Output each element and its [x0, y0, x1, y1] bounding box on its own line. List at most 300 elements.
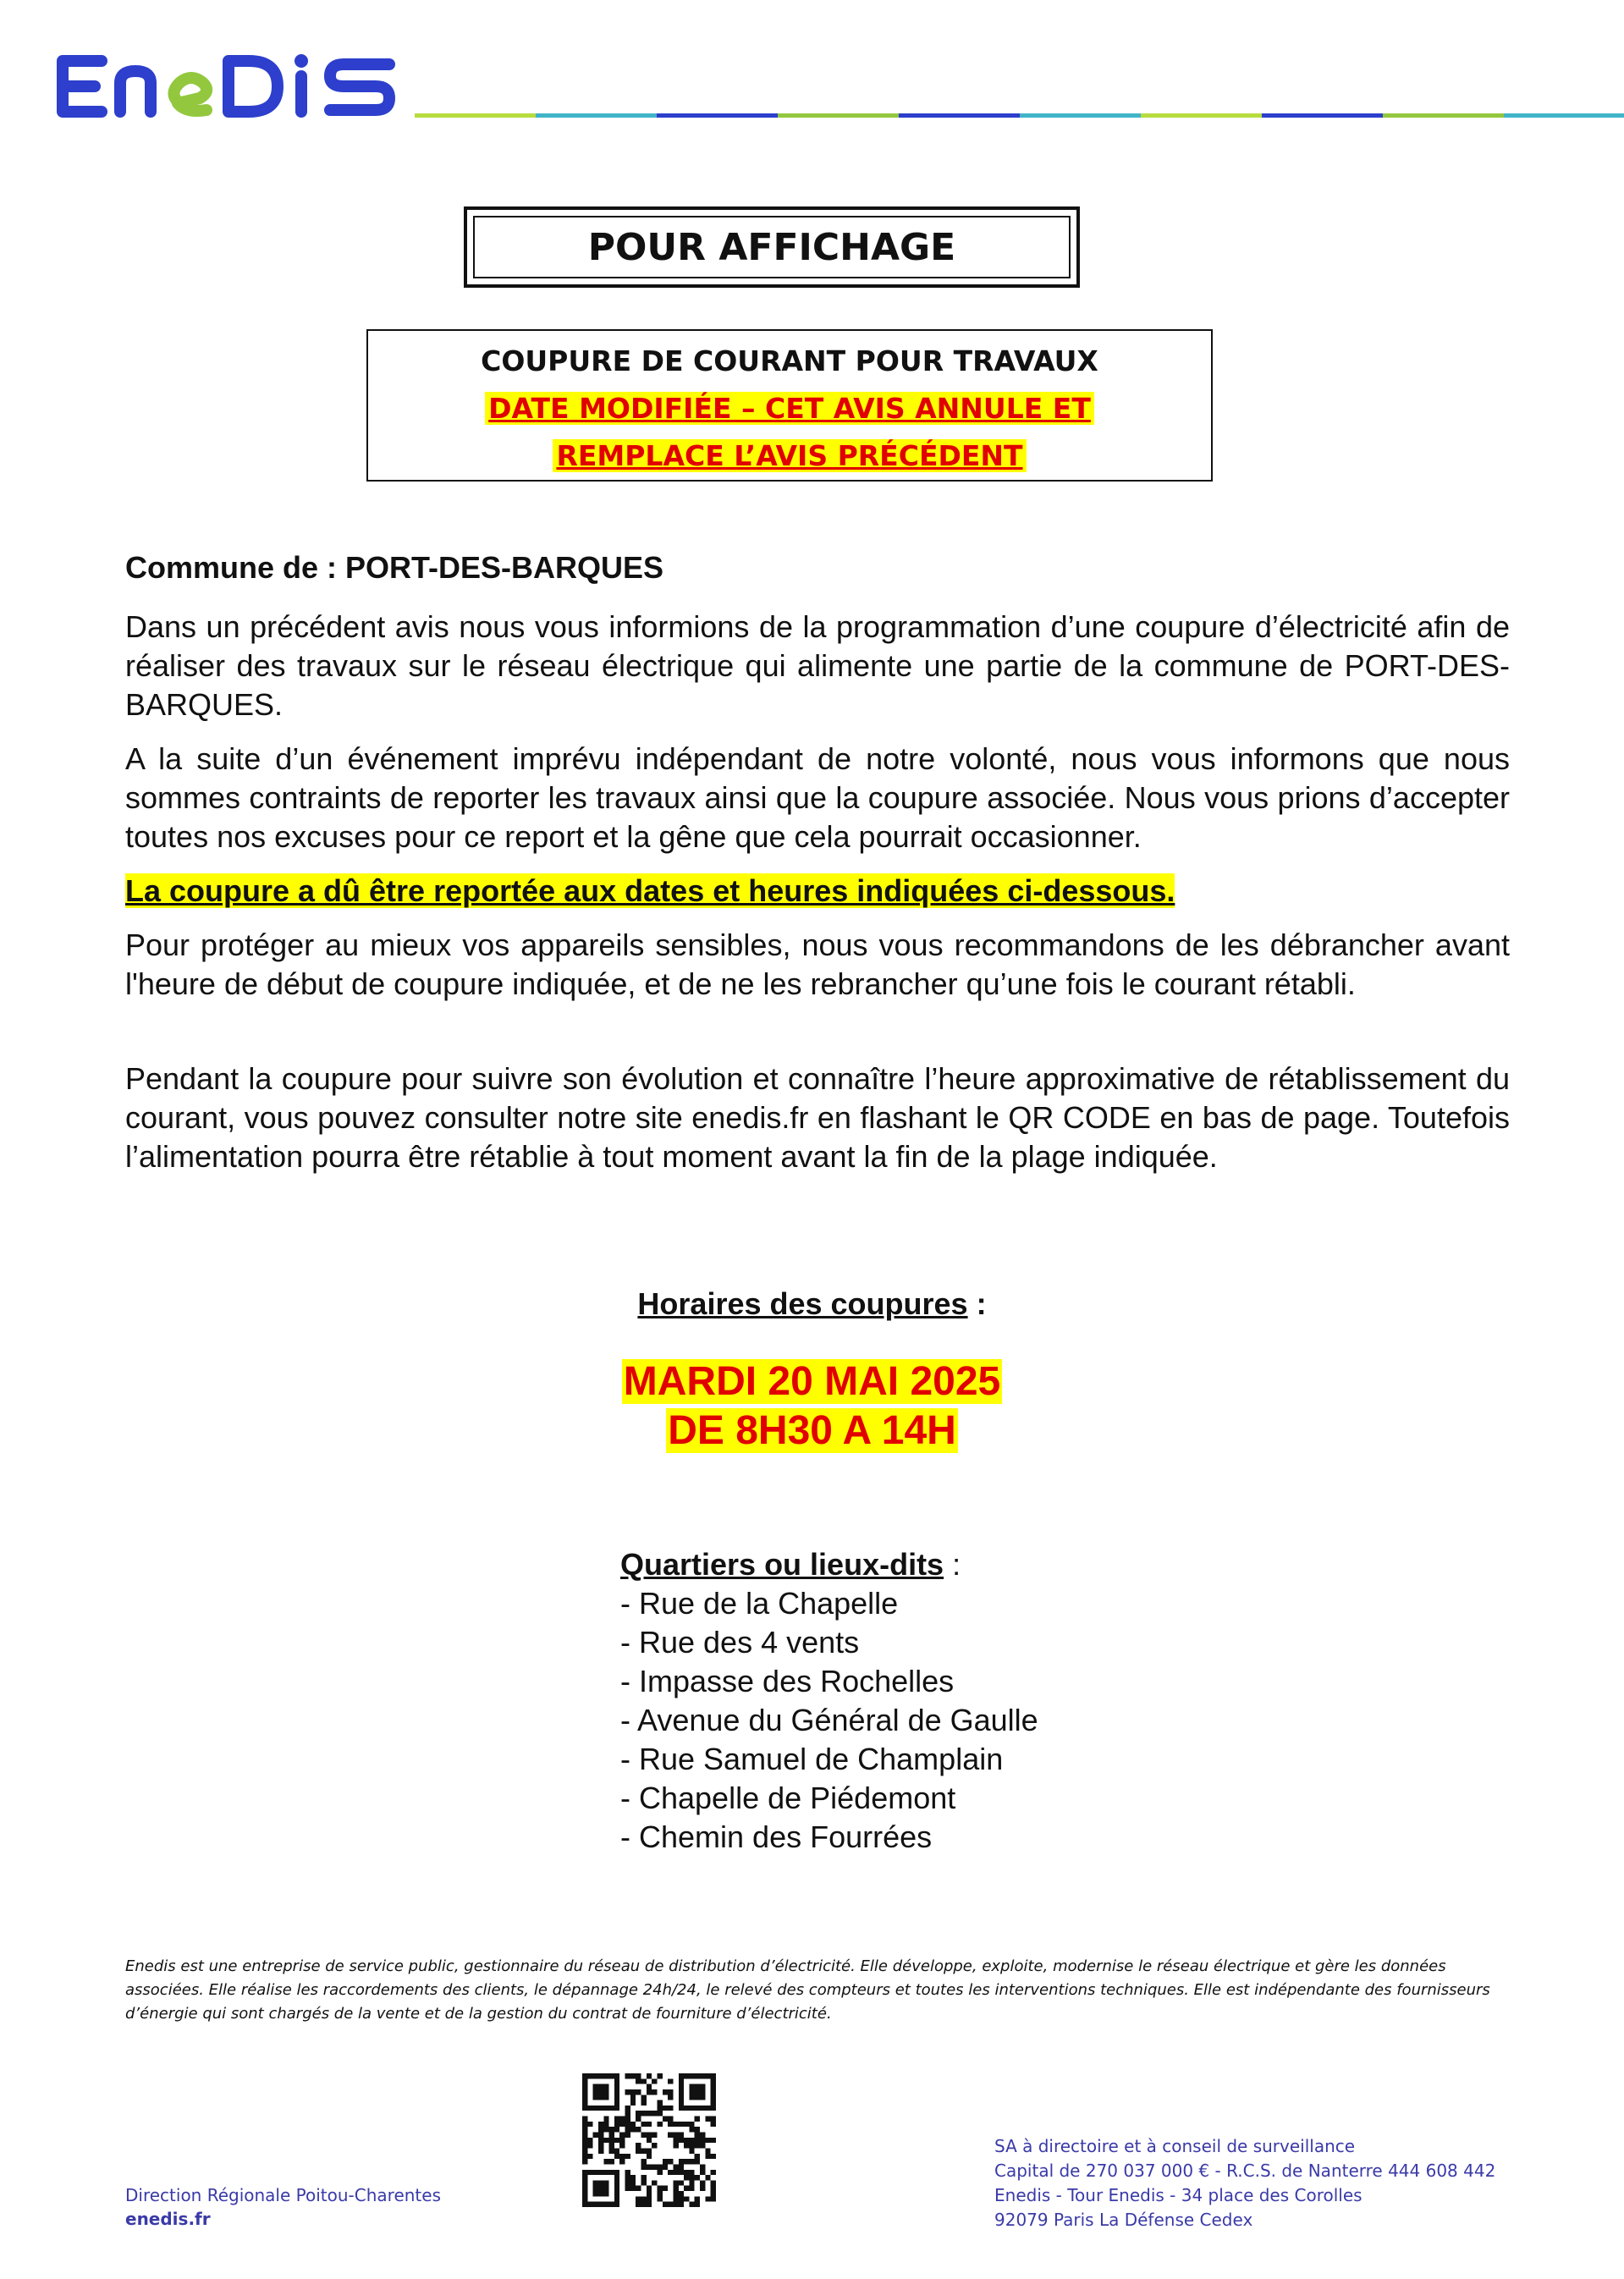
qr-module [614, 2117, 619, 2122]
commune-heading: Commune de : PORT-DES-BARQUES [125, 550, 664, 585]
qr-module [679, 2084, 684, 2089]
qr-module [689, 2138, 694, 2143]
qr-module [625, 2186, 630, 2191]
qr-module [711, 2095, 716, 2100]
qr-module [603, 2138, 608, 2143]
qr-module [636, 2073, 641, 2078]
qr-module [668, 2106, 673, 2111]
direction-name: Direction Régionale Poitou-Charentes [125, 2185, 441, 2205]
qr-module [582, 2133, 587, 2138]
qr-module [679, 2106, 684, 2111]
qr-module [668, 2117, 673, 2122]
qr-module [603, 2073, 608, 2078]
footer-direction [125, 2183, 441, 2231]
qr-module [582, 2196, 587, 2201]
qr-module [679, 2170, 684, 2175]
qr-module [647, 2191, 652, 2196]
qr-module [636, 2202, 641, 2207]
qr-module [603, 2084, 608, 2089]
qr-module [679, 2159, 684, 2164]
qr-module [689, 2073, 694, 2078]
qr-module [582, 2138, 587, 2143]
qr-module [593, 2186, 598, 2191]
qr-module [641, 2095, 647, 2100]
qr-module [593, 2170, 598, 2175]
paragraph-previous-notice: Dans un précédent avis nous vous informions de la programmation d’une coupure d’électricité afin de réaliser des travaux sur le réseau électrique qui alimente une partie de la commune de PORT-DES-BARQUES. [125, 609, 1510, 722]
qr-module [593, 2202, 598, 2207]
qr-module [647, 2186, 652, 2191]
qr-module [711, 2186, 716, 2191]
qr-module [695, 2202, 700, 2207]
qr-module [679, 2095, 684, 2100]
pour-affichage-title: POUR AFFICHAGE [473, 216, 1071, 278]
highlight-postponed-text: La coupure a dû être reportée aux dates et heures indiquées ci-dessous. [125, 873, 1175, 908]
qr-module [705, 2196, 710, 2201]
qr-module [647, 2164, 652, 2169]
qr-module [614, 2202, 619, 2207]
qr-module [657, 2122, 662, 2127]
qr-module [614, 2106, 619, 2111]
notice-warning-line1: DATE MODIFIÉE – CET AVIS ANNULE ET [485, 392, 1094, 425]
qr-module [679, 2138, 684, 2143]
qr-module [705, 2154, 710, 2159]
qr-module [609, 2127, 614, 2132]
horaires-colon: : [967, 1286, 987, 1321]
qr-module [630, 2175, 636, 2180]
qr-module [614, 2180, 619, 2185]
qr-module [636, 2143, 641, 2148]
company-line: SA à directoire et à conseil de surveillance [994, 2136, 1356, 2156]
qr-module [647, 2122, 652, 2127]
paragraph-protect-devices: Pour protéger au mieux vos appareils sensibles, nous vous recommandons de les débrancher avant l'heure de début de coupure indiquée, et de ne les rebrancher qu’une fois le courant rétabli. [125, 928, 1510, 1001]
qr-module [614, 2170, 619, 2175]
qr-module [587, 2138, 592, 2143]
qr-module [679, 2073, 684, 2078]
qr-module [582, 2100, 587, 2106]
qr-module [636, 2111, 641, 2116]
qr-module [582, 2122, 587, 2127]
qr-module [625, 2089, 630, 2095]
qr-module [657, 2196, 662, 2201]
qr-module [695, 2095, 700, 2100]
qr-module [684, 2186, 689, 2191]
qr-module [636, 2078, 641, 2084]
qr-module [625, 2154, 630, 2159]
qr-module [614, 2089, 619, 2095]
qr-module [700, 2133, 705, 2138]
qr-module [619, 2122, 625, 2127]
qr-module [636, 2196, 641, 2201]
qr-module [684, 2106, 689, 2111]
outage-date-block [0, 1357, 1624, 1456]
qr-module [668, 2202, 673, 2207]
qr-module [668, 2159, 673, 2164]
qr-module [663, 2186, 668, 2191]
qr-module [598, 2138, 603, 2143]
qr-module [700, 2095, 705, 2100]
qr-module [679, 2164, 684, 2169]
qr-module [689, 2159, 694, 2164]
notice-warning-line2: REMPLACE L’AVIS PRÉCÉDENT [553, 439, 1026, 472]
qr-module [598, 2073, 603, 2078]
qr-module [695, 2073, 700, 2078]
qr-module [673, 2133, 678, 2138]
qr-module [609, 2073, 614, 2078]
qr-module [657, 2170, 662, 2175]
qr-module [657, 2164, 662, 2169]
list-item: - Avenue du Général de Gaulle [620, 1703, 1038, 1737]
qr-module [684, 2159, 689, 2164]
qr-module [684, 2073, 689, 2078]
qr-module [652, 2111, 657, 2116]
list-item: - Impasse des Rochelles [620, 1664, 955, 1698]
qr-module [695, 2143, 700, 2148]
qr-module [684, 2143, 689, 2148]
qr-module [689, 2127, 694, 2132]
qr-module [603, 2122, 608, 2127]
qr-module [609, 2202, 614, 2207]
qr-module [711, 2084, 716, 2089]
qr-module [587, 2170, 592, 2175]
qr-module [711, 2154, 716, 2159]
qr-module [641, 2196, 647, 2201]
qr-module [684, 2138, 689, 2143]
qr-module [630, 2180, 636, 2185]
qr-module [609, 2148, 614, 2153]
qr-module [582, 2106, 587, 2111]
notice-box [366, 329, 1213, 482]
qr-module [700, 2106, 705, 2111]
qr-module [609, 2143, 614, 2148]
qr-module [695, 2106, 700, 2111]
quartiers-colon: : [944, 1547, 961, 1582]
qr-module [603, 2170, 608, 2175]
qr-module [679, 2089, 684, 2095]
qr-module [689, 2202, 694, 2207]
outage-date: MARDI 20 MAI 2025 [623, 1359, 1001, 1404]
qr-module [603, 2117, 608, 2122]
qr-module [689, 2180, 694, 2185]
qr-module [614, 2186, 619, 2191]
qr-module [668, 2122, 673, 2127]
qr-module [593, 2106, 598, 2111]
qr-module [695, 2133, 700, 2138]
qr-module [636, 2127, 641, 2132]
qr-module [593, 2133, 598, 2138]
qr-module [679, 2180, 684, 2185]
qr-module [630, 2100, 636, 2106]
qr-module [700, 2180, 705, 2185]
qr-module [598, 2170, 603, 2175]
qr-module [679, 2133, 684, 2138]
qr-module [652, 2164, 657, 2169]
qr-code[interactable] [582, 2073, 716, 2207]
company-line: Capital de 270 037 000 € - R.C.S. de Nanterre 444 608 442 [994, 2161, 1496, 2181]
qr-module [587, 2154, 592, 2159]
qr-module [695, 2117, 700, 2122]
qr-module [609, 2159, 614, 2164]
qr-module [625, 2170, 630, 2175]
qr-module [587, 2106, 592, 2111]
qr-module [641, 2164, 647, 2169]
qr-module [695, 2089, 700, 2095]
qr-module [598, 2202, 603, 2207]
qr-module [689, 2089, 694, 2095]
qr-module [705, 2138, 710, 2143]
qr-module [689, 2148, 694, 2153]
qr-module [673, 2202, 678, 2207]
qr-module [630, 2186, 636, 2191]
qr-module [700, 2089, 705, 2095]
qr-module [603, 2186, 608, 2191]
qr-module [657, 2186, 662, 2191]
qr-module [641, 2122, 647, 2127]
qr-module [636, 2117, 641, 2122]
qr-module [663, 2117, 668, 2122]
qr-module [641, 2100, 647, 2106]
qr-module [598, 2127, 603, 2132]
qr-module [641, 2159, 647, 2164]
qr-module [700, 2073, 705, 2078]
qr-module [603, 2180, 608, 2185]
list-item: - Chapelle de Piédemont [620, 1781, 956, 1815]
qr-module [641, 2180, 647, 2185]
qr-module [609, 2106, 614, 2111]
qr-module [593, 2191, 598, 2196]
qr-module [582, 2127, 587, 2132]
qr-module [614, 2095, 619, 2100]
qr-module [603, 2095, 608, 2100]
horaires-heading [0, 1286, 1624, 1322]
header-divider [415, 113, 1624, 118]
qr-module [695, 2138, 700, 2143]
qr-module [689, 2106, 694, 2111]
qr-module [598, 2095, 603, 2100]
qr-module [614, 2191, 619, 2196]
qr-module [663, 2159, 668, 2164]
qr-module [689, 2122, 694, 2127]
qr-module [598, 2106, 603, 2111]
list-item: - Rue des 4 vents [620, 1625, 860, 1660]
qr-module [711, 2073, 716, 2078]
qr-module [673, 2143, 678, 2148]
qr-module [711, 2196, 716, 2201]
quartiers-title: Quartiers ou lieux-dits [620, 1547, 944, 1582]
qr-module [614, 2100, 619, 2106]
qr-module [647, 2148, 652, 2153]
qr-module [593, 2084, 598, 2089]
qr-module [652, 2078, 657, 2084]
qr-module [711, 2180, 716, 2185]
qr-module [657, 2191, 662, 2196]
qr-module [700, 2186, 705, 2191]
qr-module [582, 2143, 587, 2148]
qr-module [700, 2170, 705, 2175]
qr-module [582, 2084, 587, 2089]
qr-module [711, 2122, 716, 2127]
qr-module [630, 2073, 636, 2078]
qr-module [598, 2148, 603, 2153]
qr-module [603, 2089, 608, 2095]
qr-module [582, 2191, 587, 2196]
pour-affichage-box [464, 206, 1080, 288]
qr-module [647, 2089, 652, 2095]
qr-module [619, 2138, 625, 2143]
qr-module [582, 2117, 587, 2122]
qr-module [582, 2148, 587, 2153]
qr-module [668, 2089, 673, 2095]
qr-module [614, 2127, 619, 2132]
qr-module [619, 2133, 625, 2138]
qr-module [657, 2106, 662, 2111]
qr-module [587, 2073, 592, 2078]
qr-module [705, 2148, 710, 2153]
qr-module [593, 2095, 598, 2100]
qr-module [684, 2196, 689, 2201]
qr-module [582, 2073, 587, 2078]
qr-module [695, 2127, 700, 2132]
qr-module [679, 2202, 684, 2207]
qr-module [625, 2122, 630, 2127]
qr-module [630, 2122, 636, 2127]
qr-module [673, 2164, 678, 2169]
qr-module [641, 2111, 647, 2116]
qr-module [587, 2122, 592, 2127]
paragraph-postponement: A la suite d’un événement imprévu indépendant de notre volonté, nous vous informons que nous sommes contraints de reporter les travaux ainsi que la coupure associée. Nous vous prions d’accepter toutes nos excuses pour ce report et la gêne que cela pourrait occasionner. [125, 741, 1510, 854]
qr-module [705, 2073, 710, 2078]
list-item: - Rue Samuel de Champlain [620, 1742, 1004, 1776]
qr-module [673, 2191, 678, 2196]
horaires-title: Horaires des coupures [637, 1286, 968, 1321]
qr-module [614, 2138, 619, 2143]
qr-module [705, 2175, 710, 2180]
qr-module [711, 2117, 716, 2122]
qr-module [668, 2095, 673, 2100]
qr-module [636, 2186, 641, 2191]
qr-module [679, 2196, 684, 2201]
list-item: - Chemin des Fourrées [620, 1819, 933, 1854]
qr-module [695, 2084, 700, 2089]
qr-module [593, 2180, 598, 2185]
qr-module [625, 2073, 630, 2078]
qr-module [630, 2127, 636, 2132]
qr-module [582, 2089, 587, 2095]
qr-module [652, 2089, 657, 2095]
qr-module [625, 2180, 630, 2185]
qr-module [582, 2159, 587, 2164]
qr-module [652, 2133, 657, 2138]
qr-module [652, 2180, 657, 2185]
qr-module [582, 2170, 587, 2175]
qr-module [663, 2164, 668, 2169]
qr-module [705, 2106, 710, 2111]
qr-module [647, 2138, 652, 2143]
qr-module [679, 2122, 684, 2127]
list-item: - Rue de la Chapelle [620, 1586, 899, 1621]
qr-module [695, 2175, 700, 2180]
qr-module [684, 2122, 689, 2127]
qr-module [625, 2106, 630, 2111]
qr-module [614, 2148, 619, 2153]
qr-module [673, 2138, 678, 2143]
qr-module [636, 2089, 641, 2095]
paragraph-follow-outage: Pendant la coupure pour suivre son évolution et connaître l’heure approximative de rétablissement du courant, vous pouvez consulter notre site enedis.fr en flashant le QR CODE en bas de page. Toutefois l’alimentation pourra être rétablie à tout moment avant la fin de la plage indiquée. [125, 1061, 1510, 1174]
qr-module [673, 2170, 678, 2175]
qr-module [641, 2175, 647, 2180]
qr-module [689, 2175, 694, 2180]
qr-module [619, 2154, 625, 2159]
qr-module [641, 2202, 647, 2207]
qr-module [700, 2143, 705, 2148]
qr-module [679, 2078, 684, 2084]
qr-module [582, 2202, 587, 2207]
qr-module [598, 2122, 603, 2127]
qr-module [673, 2180, 678, 2185]
qr-module [625, 2175, 630, 2180]
qr-module [630, 2095, 636, 2100]
quartiers-list [620, 1584, 1038, 1857]
qr-module [663, 2106, 668, 2111]
qr-module [614, 2122, 619, 2127]
qr-module [614, 2084, 619, 2089]
qr-module [711, 2100, 716, 2106]
qr-module [582, 2154, 587, 2159]
qr-module [695, 2159, 700, 2164]
qr-module [647, 2154, 652, 2159]
qr-module [711, 2191, 716, 2196]
qr-module [657, 2111, 662, 2116]
qr-module [593, 2089, 598, 2095]
qr-module [598, 2191, 603, 2196]
qr-module [641, 2148, 647, 2153]
qr-module [695, 2196, 700, 2201]
qr-module [593, 2073, 598, 2078]
legal-notice: Enedis est une entreprise de service public, gestionnaire du réseau de distribution d’électricité. Elle développe, exploite, modernise le réseau électrique et gère les données associées. Elle réalise les raccordements des clients, le dépannage 24h/24, le relevé des compteurs et toutes les interventions techniques. Elle est indépendante des fournisseurs d’énergie qui sont chargés de la vente et de la gestion du contrat de fourniture d’électricité. [125, 1957, 1490, 2023]
qr-module [673, 2196, 678, 2201]
qr-module [673, 2122, 678, 2127]
qr-module [625, 2127, 630, 2132]
qr-module [679, 2191, 684, 2196]
qr-module [630, 2089, 636, 2095]
qr-module [663, 2202, 668, 2207]
qr-module [684, 2175, 689, 2180]
qr-module [582, 2180, 587, 2185]
qr-module [582, 2095, 587, 2100]
qr-module [614, 2196, 619, 2201]
qr-module [603, 2106, 608, 2111]
qr-module [673, 2186, 678, 2191]
qr-module [711, 2089, 716, 2095]
qr-module [614, 2154, 619, 2159]
qr-module [619, 2117, 625, 2122]
qr-module [582, 2175, 587, 2180]
company-info [994, 2134, 1495, 2232]
qr-module [609, 2138, 614, 2143]
qr-module [625, 2133, 630, 2138]
qr-module [598, 2186, 603, 2191]
qr-module [668, 2078, 673, 2084]
qr-module [609, 2133, 614, 2138]
qr-module [587, 2143, 592, 2148]
website-link[interactable]: enedis.fr [125, 2209, 211, 2229]
qr-module [711, 2106, 716, 2111]
qr-module [598, 2089, 603, 2095]
qr-module [705, 2117, 710, 2122]
qr-module [582, 2186, 587, 2191]
qr-module [619, 2159, 625, 2164]
qr-module [689, 2186, 694, 2191]
qr-module [657, 2100, 662, 2106]
